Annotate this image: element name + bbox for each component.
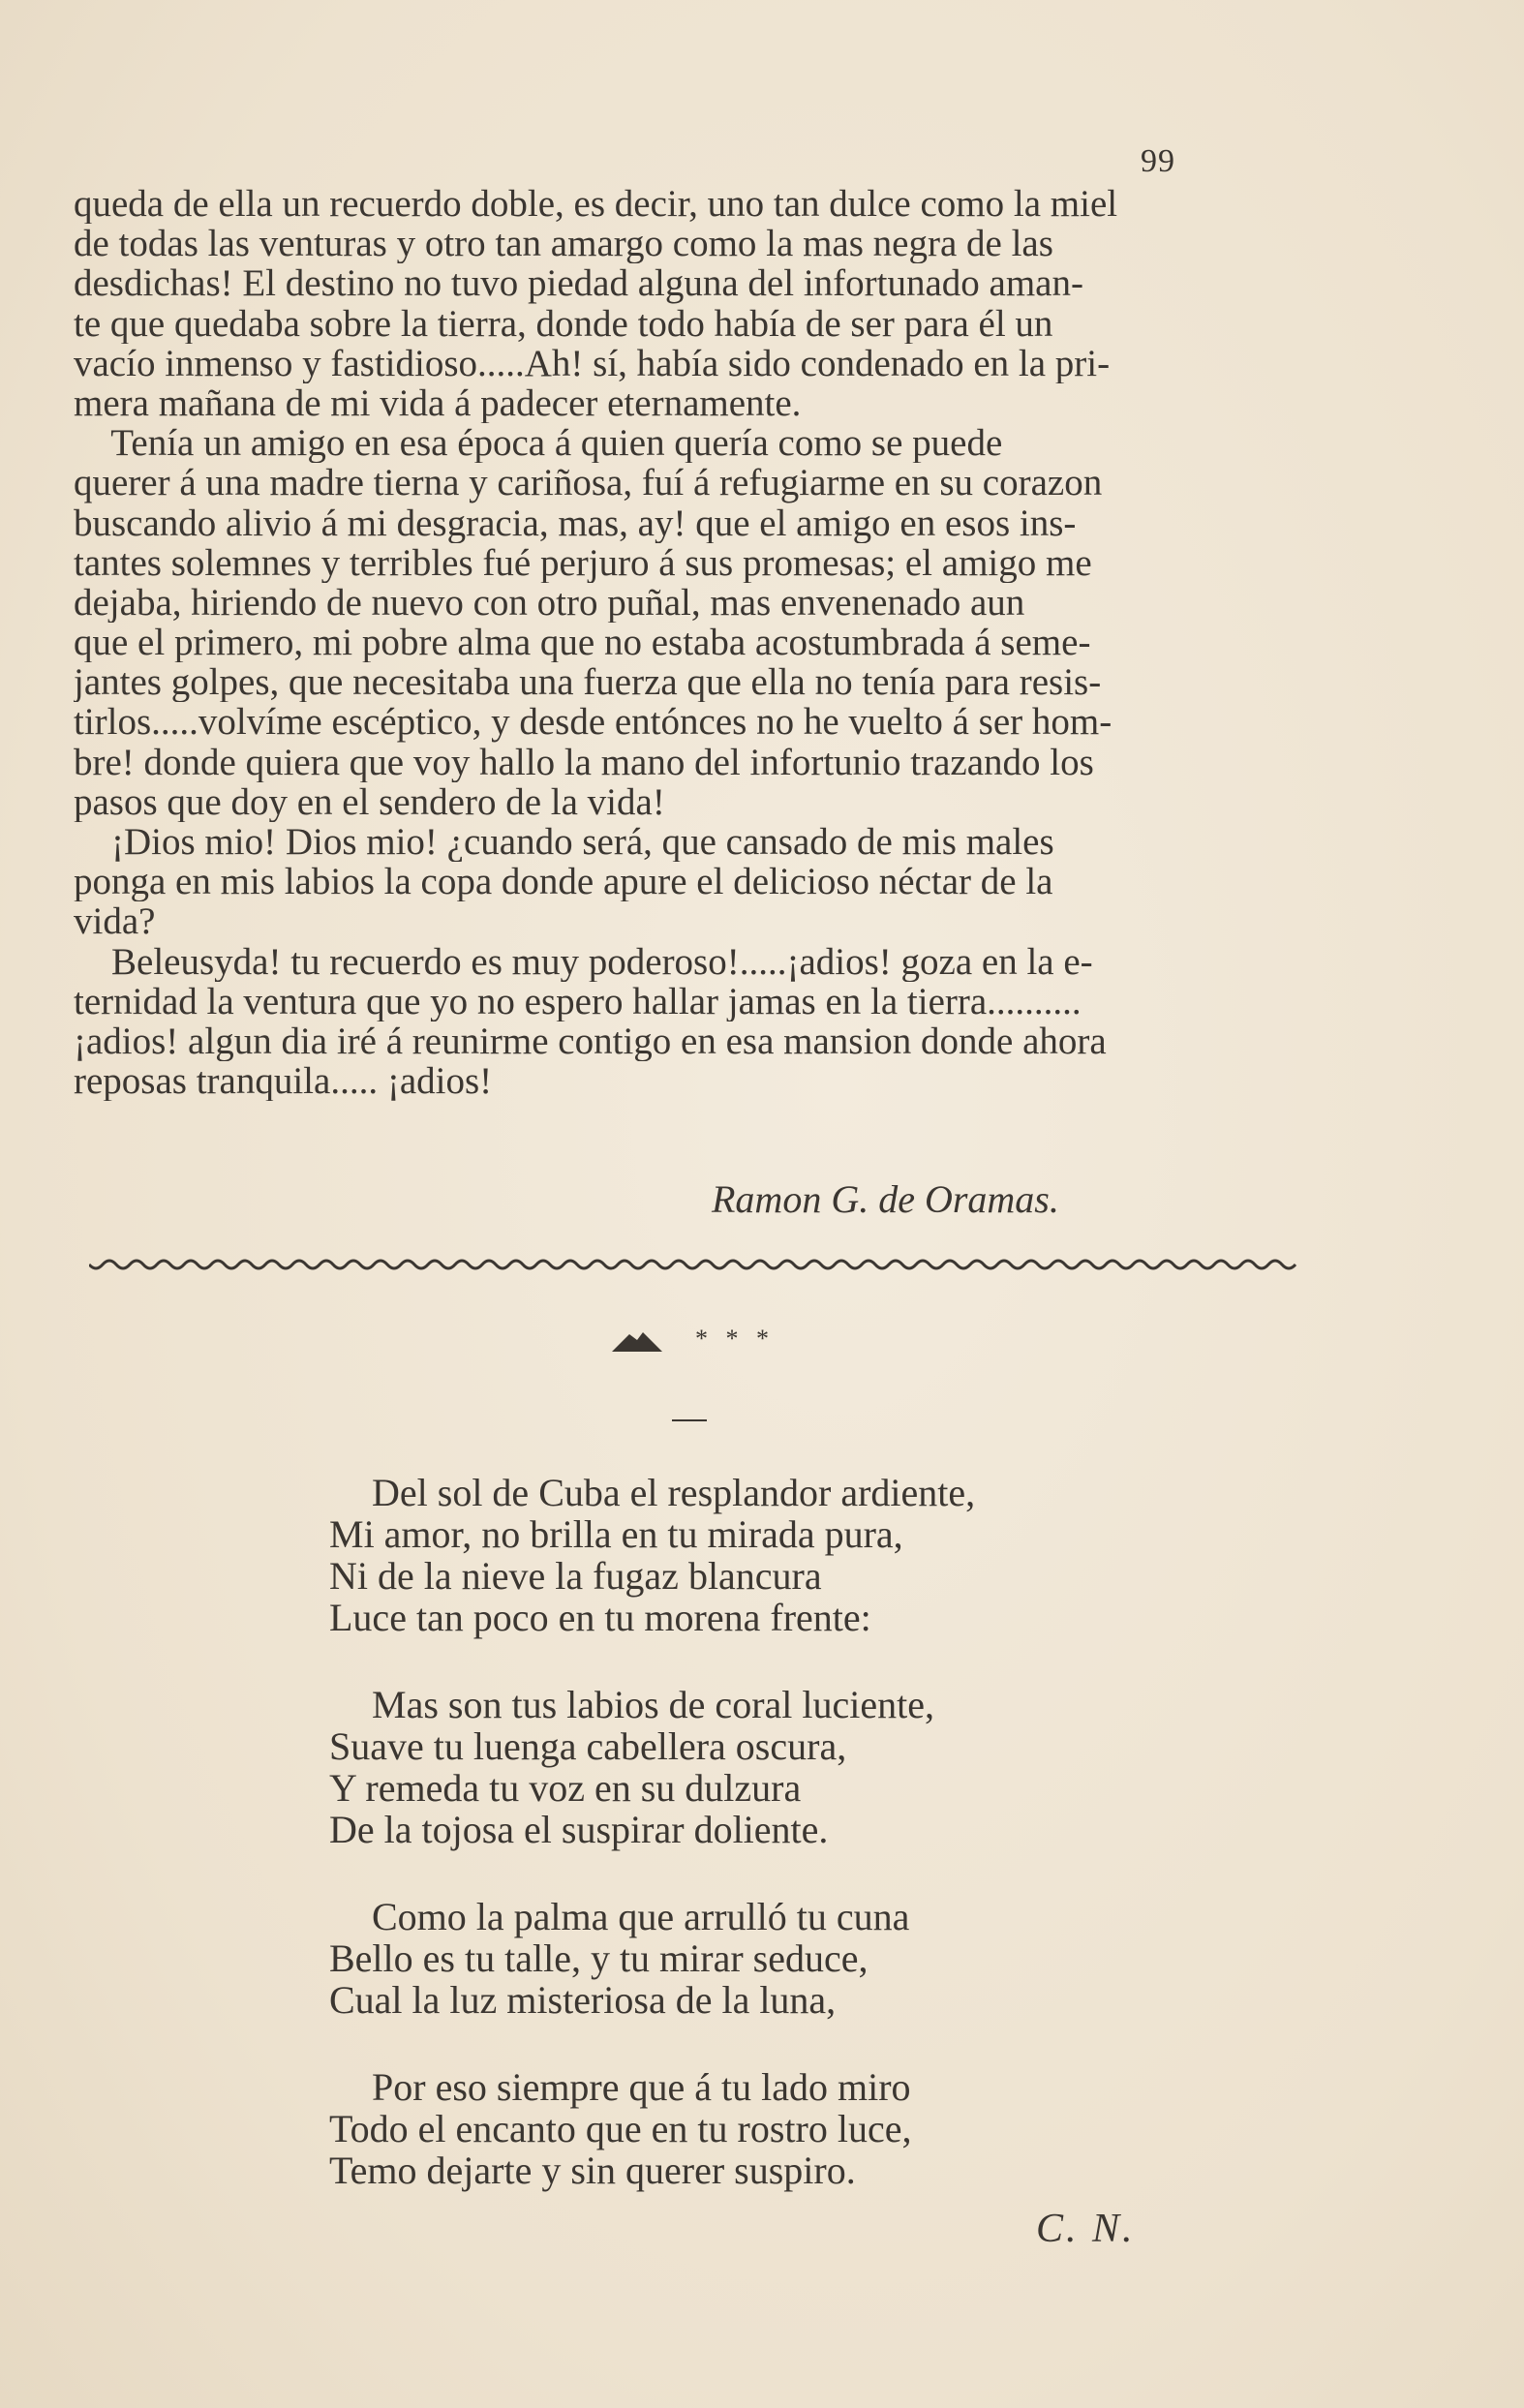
prose-line: pasos que doy en el sendero de la vida! bbox=[74, 781, 665, 822]
poem-verse: Y remeda tu voz en su dulzura bbox=[329, 1766, 802, 1810]
prose-line: ponga en mis labios la copa donde apure el delicioso néctar de la bbox=[74, 862, 1053, 902]
prose-line: de todas las venturas y otro tan amargo como la mas negra de las bbox=[74, 224, 1053, 264]
prose-line: vida? bbox=[74, 901, 156, 942]
poem-verse: Suave tu luenga cabellera oscura, bbox=[329, 1724, 847, 1768]
prose-line: tantes solemnes y terribles fué perjuro á sus promesas; el amigo me bbox=[74, 542, 1092, 583]
prose-line: jantes golpes, que necesitaba una fuerza que ella no tenía para resis- bbox=[74, 662, 1102, 703]
prose-author-signature: Ramon G. de Oramas. bbox=[712, 1177, 1059, 1221]
asterism: * * * bbox=[695, 1325, 775, 1353]
prose-line: Tenía un amigo en esa época á quien quería como se puede bbox=[74, 423, 1003, 464]
poem-verse: Del sol de Cuba el resplandor ardiente, bbox=[372, 1471, 976, 1514]
poem bbox=[329, 1472, 1201, 2237]
wavy-divider bbox=[89, 1257, 1299, 1278]
poem-verse: Como la palma que arrulló tu cuna bbox=[372, 1895, 910, 1938]
prose-line: tirlos.....volvíme escéptico, y desde entónces no he vuelto á ser hom- bbox=[74, 702, 1113, 743]
prose-line: te que quedaba sobre la tierra, donde todo había de ser para él un bbox=[74, 303, 1053, 344]
poem-stanza bbox=[329, 1684, 1201, 1850]
prose-line: queda de ella un recuerdo doble, es decir, uno tan dulce como la miel bbox=[74, 184, 1118, 225]
prose-line: dejaba, hiriendo de nuevo con otro puñal, mas envenenado aun bbox=[74, 582, 1025, 624]
poem-verse: Luce tan poco en tu morena frente: bbox=[329, 1596, 871, 1639]
prose-line: querer á una madre tierna y cariñosa, fuí á refugiarme en su corazon bbox=[74, 463, 1103, 503]
prose-line: desdichas! El destino no tuvo piedad alguna del infortunado aman- bbox=[74, 263, 1083, 304]
section-ornament bbox=[608, 1325, 782, 1359]
prose-line: buscando alivio á mi desgracia, mas, ay! que el amigo en esos ins- bbox=[74, 503, 1077, 543]
poem-verse: Ni de la nieve la fugaz blancura bbox=[329, 1554, 822, 1598]
poem-verse: Bello es tu talle, y tu mirar seduce, bbox=[329, 1936, 869, 1980]
prose-line: bre! donde quiera que voy hallo la mano del infortunio trazando los bbox=[74, 742, 1094, 782]
poem-verse: Por eso siempre que á tu lado miro bbox=[372, 2065, 911, 2109]
prose-line: vacío inmenso y fastidioso.....Ah! sí, había sido condenado en la pri- bbox=[74, 343, 1111, 383]
printer-ornament-icon bbox=[608, 1326, 666, 1356]
page-number: 99 bbox=[1141, 143, 1175, 179]
poem-verse: De la tojosa el suspirar doliente. bbox=[329, 1808, 829, 1851]
short-divider bbox=[672, 1419, 707, 1421]
prose-line: mera mañana de mi vida á padecer eternamente. bbox=[74, 382, 802, 424]
poem-verse: Cual la luz misteriosa de la luna, bbox=[329, 1978, 837, 2022]
prose-line: reposas tranquila..... ¡adios! bbox=[74, 1061, 493, 1102]
poem-verse: Mas son tus labios de coral luciente, bbox=[372, 1683, 934, 1726]
poem-stanza bbox=[329, 1896, 1201, 2021]
poem-author-initials: C. N. bbox=[1036, 2207, 1136, 2251]
poem-verse: Mi amor, no brilla en tu mirada pura, bbox=[329, 1512, 903, 1556]
poem-verse: Todo el encanto que en tu rostro luce, bbox=[329, 2107, 912, 2150]
poem-stanza bbox=[329, 1472, 1201, 1638]
prose-line: que el primero, mi pobre alma que no estaba acostumbrada á seme- bbox=[74, 623, 1091, 663]
poem-stanza bbox=[329, 2066, 1201, 2191]
prose-body bbox=[74, 184, 1295, 1101]
prose-line: Beleusyda! tu recuerdo es muy poderoso!.....¡adios! goza en la e- bbox=[74, 941, 1093, 982]
prose-line: ¡adios! algun dia iré á reunirme contigo en esa mansion donde ahora bbox=[74, 1021, 1107, 1062]
prose-line: ternidad la ventura que yo no espero hallar jamas en la tierra.......... bbox=[74, 981, 1082, 1021]
prose-line: ¡Dios mio! Dios mio! ¿cuando será, que cansado de mis males bbox=[74, 822, 1054, 863]
poem-verse: Temo dejarte y sin querer suspiro. bbox=[329, 2149, 856, 2192]
